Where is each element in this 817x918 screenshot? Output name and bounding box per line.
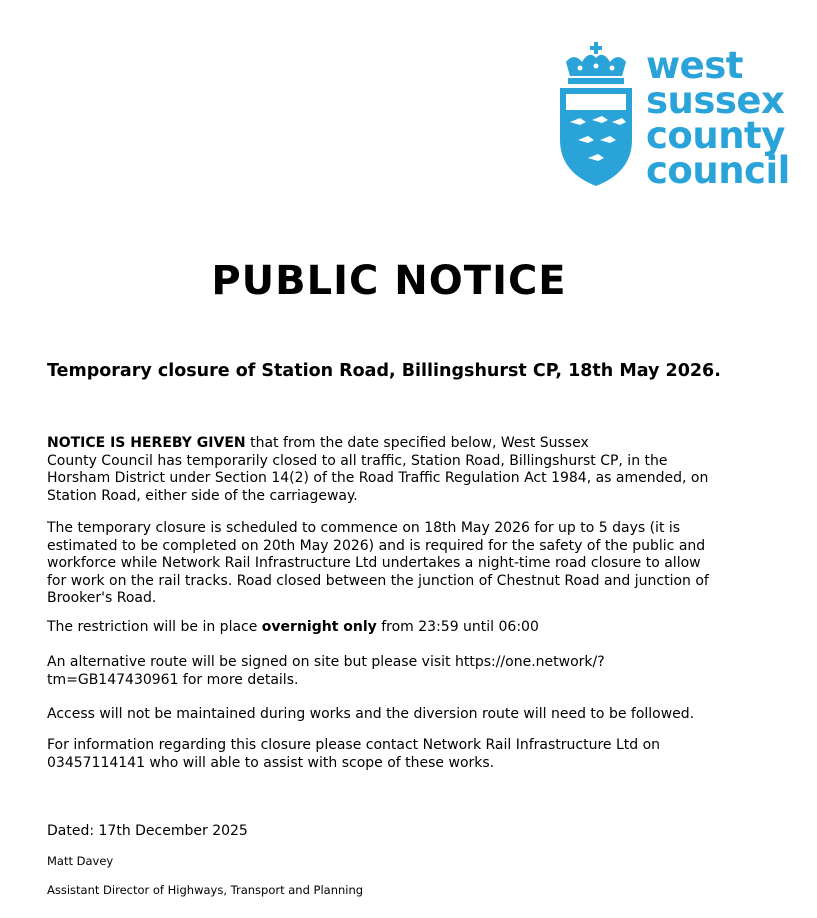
text-line: An alternative route will be signed on site but please visit https://one.network/? [47, 654, 605, 670]
notice-paragraph-6 [47, 737, 747, 772]
logo-line: west [646, 44, 743, 87]
notice-paragraph-3 [47, 619, 747, 637]
text-line: Horsham District under Section 14(2) of the Road Traffic Regulation Act 1984, as amended, on [47, 470, 709, 486]
text-line: For information regarding this closure please contact Network Rail Infrastructure Ltd on [47, 737, 661, 753]
text-line: County Council has temporarily closed to all traffic, Station Road, Billingshurst CP, in the [47, 452, 668, 469]
text-line: Access will not be maintained during works and the diversion route will need to be followed. [47, 706, 695, 722]
council-logo [556, 40, 796, 190]
notice-paragraph-4 [47, 654, 747, 689]
text-line: Station Road, either side of the carriageway. [47, 487, 358, 504]
text-line: The restriction will be in place [47, 619, 262, 635]
notice-paragraph-1 [47, 435, 747, 505]
text-line: for work on the rail tracks. Road closed between the junction of Chestnut Road and junction of [47, 572, 709, 589]
logo-line: county [646, 114, 785, 157]
notice-date: Dated: 17th December 2025 [47, 823, 248, 839]
notice-paragraph-5 [47, 706, 747, 724]
text-line: estimated to be completed on 20th May 2026) and is required for the safety of the public and [47, 537, 706, 554]
text-line: tm=GB147430961 for more details. [47, 671, 299, 688]
crest-icon [556, 40, 646, 190]
logo-line: sussex [646, 79, 785, 122]
notice-given-heading: NOTICE IS HEREBY GIVEN [47, 435, 246, 451]
text-line: that from the date specified below, West Sussex [245, 435, 589, 451]
notice-subtitle: Temporary closure of Station Road, Billingshurst CP, 18th May 2026. [47, 361, 721, 381]
text-line: The temporary closure is scheduled to commence on 18th May 2026 for up to 5 days (it is [47, 520, 681, 536]
text-line: workforce while Network Rail Infrastructure Ltd undertakes a night-time road closure to allow [47, 555, 701, 571]
text-line: Brooker's Road. [47, 590, 157, 606]
text-line: 03457114141 who will able to assist with scope of these works. [47, 754, 495, 771]
logo-line: council [646, 149, 790, 192]
council-wordmark [646, 44, 790, 192]
notice-paragraph-2 [47, 520, 747, 608]
page-title: PUBLIC NOTICE [211, 258, 567, 304]
signatory-name: Matt Davey [47, 854, 114, 868]
text-line: from 23:59 until 06:00 [376, 619, 539, 635]
restriction-emphasis: overnight only [261, 619, 377, 635]
signatory-title: Assistant Director of Highways, Transport and Planning [47, 883, 364, 897]
